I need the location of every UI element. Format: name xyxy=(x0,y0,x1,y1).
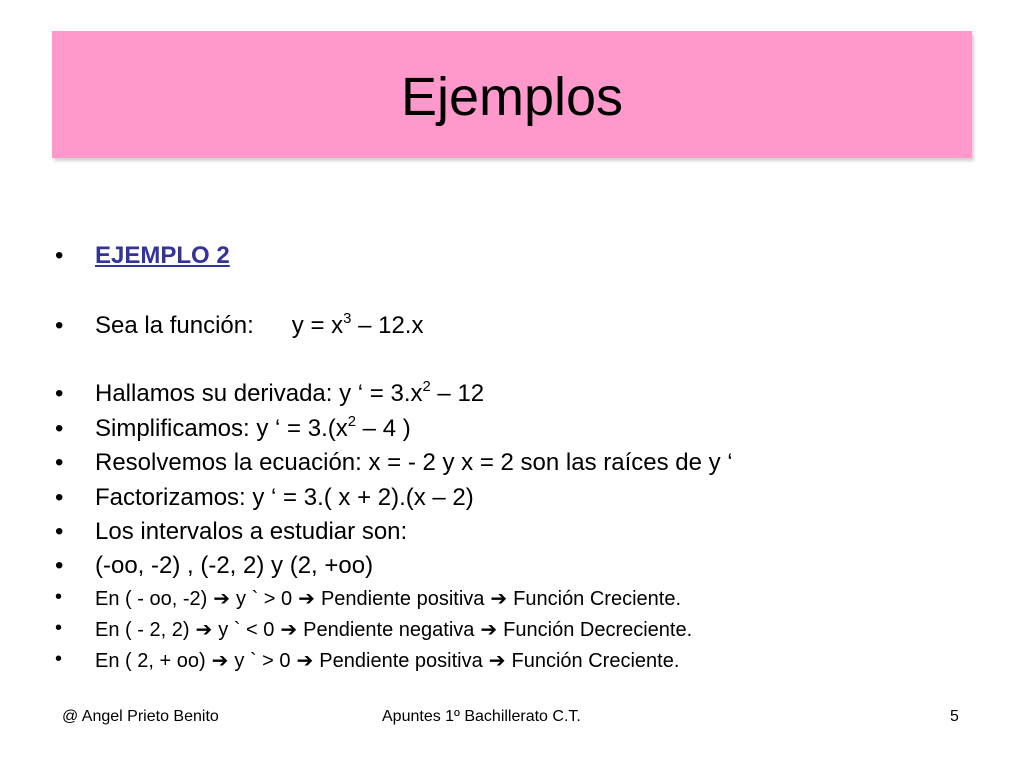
analysis-result: Función Creciente. xyxy=(513,588,682,610)
footer-author: @ Angel Prieto Benito xyxy=(62,708,219,725)
title-banner xyxy=(52,31,972,158)
example-heading-link[interactable]: EJEMPLO 2 xyxy=(95,242,230,269)
footer-page-number: 5 xyxy=(950,708,959,725)
intervalos-text: Los intervalos a estudiar son: xyxy=(95,518,408,545)
bullet-icon: • xyxy=(55,518,64,545)
bullet-icon: • xyxy=(55,415,64,442)
arrow-icon: ➔ xyxy=(280,619,298,641)
arrow-icon: ➔ xyxy=(211,650,229,672)
analysis-interval: En ( 2, + oo) xyxy=(95,650,206,672)
arrow-icon: ➔ xyxy=(213,588,231,610)
analysis-interval: En ( - 2, 2) xyxy=(95,619,190,641)
simplificamos-text xyxy=(95,415,411,443)
derivada-part: Hallamos su derivada: y ‘ = 3.x xyxy=(95,380,423,407)
resolvemos-text: Resolvemos la ecuación: x = - 2 y x = 2 son las raíces de y ‘ xyxy=(95,449,733,476)
intervalos-list-text: (-oo, -2) , (-2, 2) y (2, +oo) xyxy=(95,552,374,579)
analysis-slope: Pendiente positiva xyxy=(320,588,485,610)
analysis-text xyxy=(95,586,681,611)
derivada-rest: – 12 xyxy=(430,380,485,407)
simpl-exponent: 2 xyxy=(347,414,357,430)
analysis-sign: y ` < 0 xyxy=(218,619,275,641)
bullet-icon: • xyxy=(55,586,63,608)
bullet-icon: • xyxy=(55,648,63,670)
arrow-icon: ➔ xyxy=(296,650,314,672)
analysis-interval: En ( - oo, -2) xyxy=(95,588,208,610)
simpl-rest: – 4 ) xyxy=(356,415,411,442)
footer-course: Apuntes 1º Bachillerato C.T. xyxy=(382,708,581,725)
arrow-icon: ➔ xyxy=(195,619,213,641)
derivada-exponent: 2 xyxy=(422,379,431,395)
analysis-text xyxy=(95,648,679,673)
bullet-icon: • xyxy=(55,380,64,407)
funcion-exponent: 3 xyxy=(343,311,352,327)
factorizamos-text: Factorizamos: y ‘ = 3.( x + 2).(x – 2) xyxy=(95,484,474,511)
analysis-sign: y ` > 0 xyxy=(234,650,291,672)
arrow-icon: ➔ xyxy=(490,588,508,610)
analysis-text xyxy=(95,617,692,642)
page-title: Ejemplos xyxy=(400,66,624,127)
analysis-sign: y ` > 0 xyxy=(236,588,293,610)
analysis-slope: Pendiente negativa xyxy=(303,619,475,641)
funcion-label: Sea la función: xyxy=(95,312,254,339)
analysis-result: Función Creciente. xyxy=(511,650,680,672)
analysis-slope: Pendiente positiva xyxy=(319,650,483,672)
arrow-icon: ➔ xyxy=(480,619,498,641)
derivada-text xyxy=(95,380,484,408)
bullet-icon: • xyxy=(55,312,64,339)
bullet-icon: • xyxy=(55,552,64,579)
funcion-text xyxy=(95,312,423,340)
arrow-icon: ➔ xyxy=(298,588,315,610)
arrow-icon: ➔ xyxy=(488,650,506,672)
bullet-icon: • xyxy=(55,449,64,476)
simpl-part: Simplificamos: y ‘ = 3.(x xyxy=(95,415,348,442)
bullet-icon: • xyxy=(55,617,63,639)
bullet-icon: • xyxy=(55,484,64,511)
bullet-icon: • xyxy=(55,242,64,269)
analysis-result: Función Decreciente. xyxy=(503,619,693,641)
funcion-rest: – 12.x xyxy=(351,312,424,339)
funcion-expr: y = x xyxy=(291,312,344,339)
